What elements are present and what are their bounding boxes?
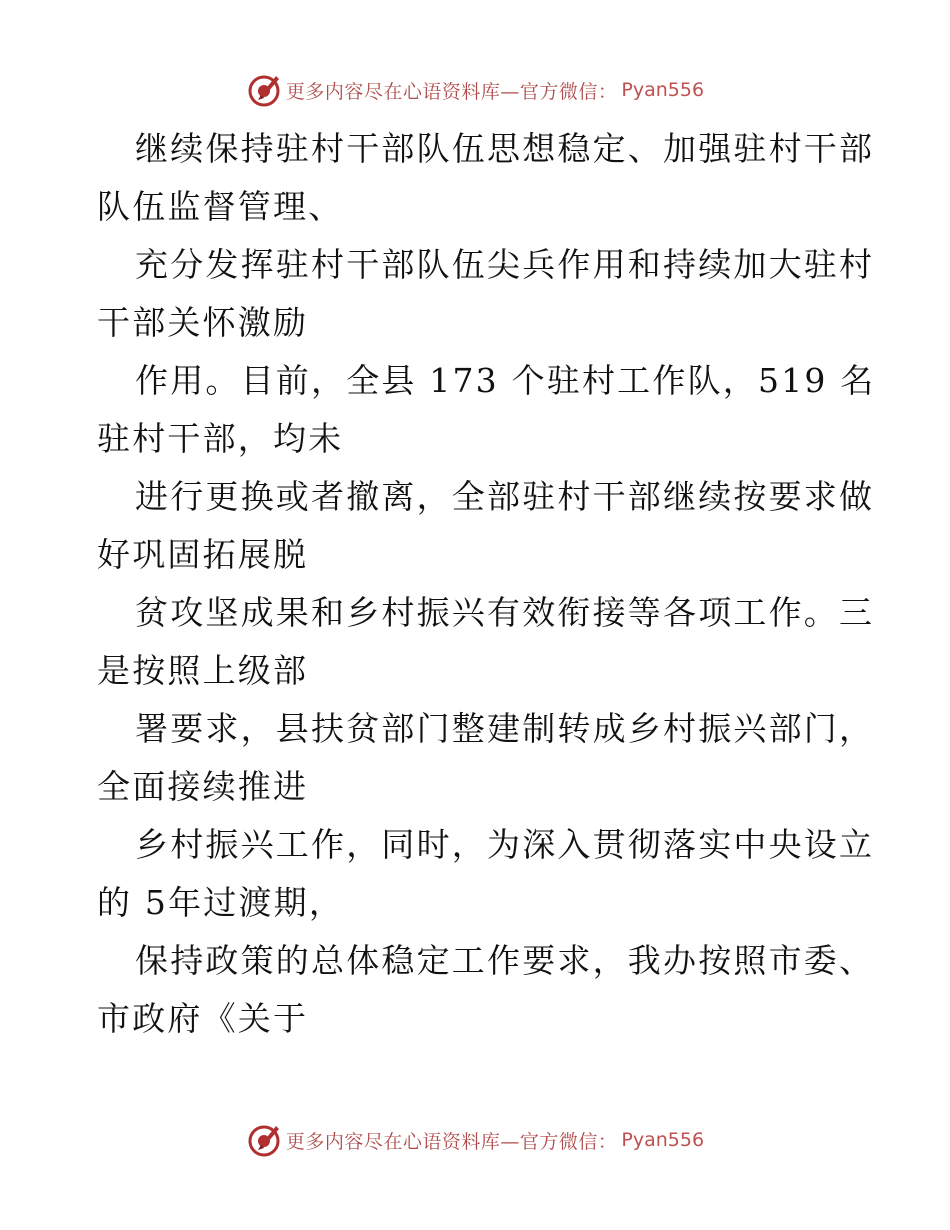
quill-logo-icon [246, 72, 282, 108]
watermark-text: 更多内容尽在心语资料库—官方微信： [285, 1130, 618, 1153]
footer-watermark [0, 1120, 950, 1160]
body-line: 全面接续推进 [97, 767, 309, 806]
body-line: 署要求，县扶贫部门整建制转成乡村振兴部门， [135, 709, 875, 748]
wechat-id: Pyan556 [621, 79, 705, 101]
body-line: 驻村干部，均未 [97, 419, 344, 458]
body-line: 市政府《关于 [97, 999, 309, 1038]
body-line: 是按照上级部 [97, 651, 309, 690]
body-line: 作用。目前，全县 173 个驻村工作队，519 名 [135, 361, 876, 400]
wechat-id: Pyan556 [621, 1129, 705, 1151]
document-body [97, 120, 876, 1048]
header-watermark [0, 70, 950, 110]
body-line: 充分发挥驻村干部队伍尖兵作用和持续加大驻村 [135, 245, 875, 284]
body-line: 贫攻坚成果和乡村振兴有效衔接等各项工作。三 [135, 593, 875, 632]
quill-logo-icon [246, 1122, 282, 1158]
body-line: 好巩固拓展脱 [97, 535, 309, 574]
body-line: 队伍监督管理、 [97, 187, 344, 226]
watermark-text: 更多内容尽在心语资料库—官方微信： [285, 80, 618, 103]
body-line: 乡村振兴工作，同时，为深入贯彻落实中央设立 [135, 825, 875, 864]
body-line: 进行更换或者撤离，全部驻村干部继续按要求做 [135, 477, 875, 516]
body-line: 的 5年过渡期， [97, 883, 345, 922]
body-line: 保持政策的总体稳定工作要求，我办按照市委、 [135, 941, 875, 980]
body-line: 干部关怀激励 [97, 303, 309, 342]
body-line: 继续保持驻村干部队伍思想稳定、加强驻村干部 [135, 129, 875, 168]
